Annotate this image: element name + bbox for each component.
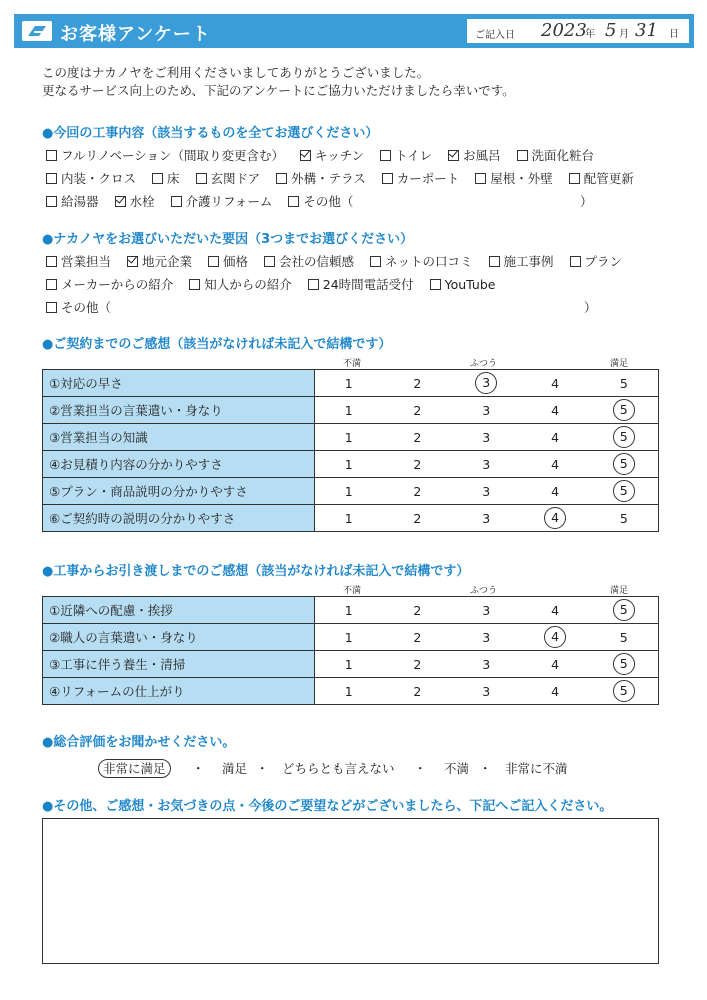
rating-option-3[interactable] [452, 451, 521, 478]
rating-number: 3 [482, 629, 491, 645]
scale-high-label: 満足 [610, 586, 629, 596]
rating-number: 1 [344, 683, 353, 699]
rating-option-3[interactable] [452, 478, 521, 505]
rating-number: 2 [413, 483, 422, 499]
checkbox[interactable] [46, 150, 57, 161]
rating-number: 5 [619, 510, 628, 526]
rating-number: 1 [344, 483, 353, 499]
contract-rating-table [42, 369, 659, 532]
rating-number: 5 [619, 375, 628, 391]
rating-number: 1 [344, 656, 353, 672]
rating-option-2[interactable] [383, 451, 452, 478]
rating-row [43, 597, 659, 624]
option[interactable]: 玄関ドア [196, 169, 261, 187]
rating-option-2[interactable] [383, 678, 452, 705]
rating-number: 3 [482, 483, 491, 499]
rating-number: 2 [413, 510, 422, 526]
option[interactable]: 営業担当 [46, 252, 111, 270]
rating-option-2[interactable] [383, 370, 452, 397]
page-title: お客様アンケート [60, 24, 211, 45]
rating-row [43, 478, 659, 505]
checkbox[interactable] [308, 279, 319, 290]
checkbox[interactable] [115, 196, 126, 207]
option[interactable]: メーカーからの紹介 [46, 275, 173, 293]
rating-option-5[interactable] [590, 624, 659, 651]
option[interactable]: ネットの口コミ [370, 252, 473, 270]
scale-mid-label: ふつう [470, 586, 498, 596]
option[interactable]: お風呂 [448, 146, 501, 164]
month-unit: 月 [619, 29, 629, 40]
rating-number: 1 [344, 429, 353, 445]
rating-option-5[interactable] [590, 451, 659, 478]
rating-option-1[interactable] [314, 451, 383, 478]
rating-option-3[interactable] [452, 424, 521, 451]
scale-low-label: 不満 [343, 359, 362, 369]
overall-option[interactable] [98, 759, 171, 777]
rating-item-label: ⑥ご契約時の説明の分かりやすさ [43, 505, 315, 532]
rating-option-4[interactable] [521, 478, 590, 505]
overall-option-selected: 非常に満足 [98, 759, 171, 778]
rating-item-label: ④リフォームの仕上がり [43, 678, 315, 705]
rating-option-4[interactable] [521, 451, 590, 478]
rating-option-3[interactable] [452, 370, 521, 397]
header-bar [14, 14, 694, 48]
option[interactable]: YouTube [430, 277, 496, 292]
selected-rating: 4 [544, 626, 566, 648]
rating-item-label: ③工事に伴う養生・清掃 [43, 651, 315, 678]
section-comment-title: ●その他、ご感想・お気づきの点・今後のご要望などがございましたら、下記へご記入ください。 [42, 799, 613, 814]
selected-rating: 4 [544, 507, 566, 529]
rating-number: 4 [551, 683, 560, 699]
rating-option-1[interactable] [314, 678, 383, 705]
rating-number: 3 [482, 510, 491, 526]
checkbox[interactable] [46, 196, 57, 207]
selected-rating: 5 [613, 480, 635, 502]
day-value: 31 [635, 20, 658, 41]
rating-option-5[interactable] [590, 678, 659, 705]
rating-option-5[interactable] [590, 478, 659, 505]
q2-row [46, 275, 507, 293]
comment-textarea[interactable] [42, 818, 659, 964]
q1-row [46, 169, 634, 187]
option[interactable]: 水栓 [115, 192, 155, 210]
rating-number: 2 [413, 456, 422, 472]
rating-option-4[interactable] [521, 651, 590, 678]
rating-option-5[interactable] [590, 370, 659, 397]
scale-low-label: 不満 [343, 586, 362, 596]
rating-option-2[interactable] [383, 424, 452, 451]
rating-option-1[interactable] [314, 597, 383, 624]
rating-option-4[interactable] [521, 597, 590, 624]
rating-number: 1 [344, 375, 353, 391]
day-unit: 日 [669, 29, 679, 40]
checkbox[interactable] [46, 256, 57, 267]
rating-number: 4 [551, 456, 560, 472]
option[interactable]: カーポート [382, 169, 460, 187]
rating-number: 2 [413, 375, 422, 391]
checkbox[interactable] [517, 150, 528, 161]
selected-rating: 5 [613, 426, 635, 448]
rating-option-1[interactable] [314, 370, 383, 397]
year-value: 2023 [541, 20, 587, 41]
selected-rating: 5 [613, 653, 635, 675]
rating-option-3[interactable] [452, 651, 521, 678]
rating-item-label: ⑤プラン・商品説明の分かりやすさ [43, 478, 315, 505]
option-separator: ・ [414, 761, 427, 776]
rating-number: 1 [344, 510, 353, 526]
rating-number: 4 [551, 483, 560, 499]
checkbox[interactable] [46, 279, 57, 290]
intro-text [42, 64, 515, 100]
scale-high-label: 満足 [610, 359, 629, 369]
checkbox[interactable] [152, 173, 163, 184]
rating-number: 3 [482, 429, 491, 445]
rating-option-1[interactable] [314, 397, 383, 424]
checkbox[interactable] [430, 279, 441, 290]
rating-row [43, 424, 659, 451]
checkbox[interactable] [569, 173, 580, 184]
section-reason-title: ●ナカノヤをお選びいただいた要因（3つまでお選びください） [42, 232, 414, 247]
checkbox[interactable] [46, 302, 57, 313]
rating-number: 2 [413, 402, 422, 418]
rating-option-3[interactable] [452, 597, 521, 624]
option[interactable]: 洗面化粧台 [517, 146, 595, 164]
rating-number: 4 [551, 656, 560, 672]
rating-option-4[interactable] [521, 678, 590, 705]
rating-option-2[interactable] [383, 505, 452, 532]
option[interactable]: 内装・クロス [46, 169, 136, 187]
rating-number: 1 [344, 402, 353, 418]
rating-option-1[interactable] [314, 651, 383, 678]
intro-line: 更なるサービス向上のため、下記のアンケートにご協力いただけましたら幸いです。 [42, 83, 515, 98]
rating-number: 3 [482, 402, 491, 418]
section-contract-impression-title: ●ご契約までのご感想（該当がなければ未記入で結構です） [42, 337, 392, 352]
option[interactable]: 価格 [208, 252, 248, 270]
rating-number: 4 [551, 402, 560, 418]
checkbox[interactable] [380, 150, 391, 161]
rating-option-4[interactable] [521, 397, 590, 424]
rating-option-3[interactable] [452, 505, 521, 532]
intro-line: この度はナカノヤをご利用くださいましてありがとうございました。 [42, 65, 430, 80]
option[interactable]: その他（ [46, 298, 111, 316]
rating-option-3[interactable] [452, 397, 521, 424]
checkbox[interactable] [288, 196, 299, 207]
rating-option-2[interactable] [383, 624, 452, 651]
rating-number: 4 [551, 602, 560, 618]
rating-number: 1 [344, 629, 353, 645]
rating-item-label: ①近隣への配慮・挨拶 [43, 597, 315, 624]
rating-row [43, 370, 659, 397]
selected-rating: 5 [613, 680, 635, 702]
q2-row [46, 252, 622, 270]
rating-row [43, 651, 659, 678]
option[interactable]: プラン [570, 252, 623, 270]
checkbox[interactable] [208, 256, 219, 267]
option[interactable]: 給湯器 [46, 192, 99, 210]
rating-option-3[interactable] [452, 678, 521, 705]
rating-item-label: ②営業担当の言葉遣い・身なり [43, 397, 315, 424]
month-value: 5 [605, 20, 617, 41]
rating-row [43, 678, 659, 705]
other-close-paren: ） [580, 194, 593, 209]
checkbox[interactable] [127, 256, 138, 267]
company-logo-icon [22, 21, 52, 41]
option[interactable]: トイレ [380, 146, 432, 164]
checkbox[interactable] [300, 150, 311, 161]
rating-option-4[interactable] [521, 424, 590, 451]
rating-option-4[interactable] [521, 624, 590, 651]
option-separator: ・ [192, 761, 205, 776]
rating-option-2[interactable] [383, 651, 452, 678]
selected-rating: 3 [475, 372, 497, 394]
option[interactable]: 24時間電話受付 [308, 275, 414, 293]
checkbox[interactable] [276, 173, 287, 184]
rating-option-1[interactable] [314, 478, 383, 505]
rating-row [43, 451, 659, 478]
checkbox[interactable] [264, 256, 275, 267]
option[interactable]: 地元企業 [127, 252, 192, 270]
q2-row [46, 298, 123, 316]
option[interactable]: 施工事例 [489, 252, 554, 270]
rating-number: 3 [482, 683, 491, 699]
rating-number: 3 [482, 656, 491, 672]
checkbox[interactable] [171, 196, 182, 207]
checkbox[interactable] [475, 173, 486, 184]
rating-option-2[interactable] [383, 597, 452, 624]
rating-number: 3 [482, 456, 491, 472]
rating-option-1[interactable] [314, 624, 383, 651]
rating-option-5[interactable] [590, 505, 659, 532]
other-close-paren: ） [584, 300, 597, 315]
rating-item-label: ④お見積り内容の分かりやすさ [43, 451, 315, 478]
overall-option[interactable]: 不満 [444, 761, 470, 776]
option[interactable]: 床 [152, 169, 180, 187]
option[interactable]: 屋根・外壁 [475, 169, 553, 187]
rating-number: 2 [413, 429, 422, 445]
rating-option-4[interactable] [521, 505, 590, 532]
rating-row [43, 397, 659, 424]
rating-option-5[interactable] [590, 397, 659, 424]
option[interactable]: 介護リフォーム [171, 192, 273, 210]
rating-number: 3 [482, 602, 491, 618]
option[interactable]: その他（ [288, 192, 353, 210]
rating-option-1[interactable] [314, 424, 383, 451]
section-construction-impression-title: ●工事からお引き渡しまでのご感想（該当がなければ未記入で結構です） [42, 564, 470, 579]
scale-mid-label: ふつう [470, 359, 498, 369]
checkbox[interactable] [448, 150, 459, 161]
option-separator: ・ [479, 761, 492, 776]
rating-number: 2 [413, 602, 422, 618]
rating-row [43, 505, 659, 532]
rating-option-2[interactable] [383, 397, 452, 424]
checkbox[interactable] [570, 256, 581, 267]
rating-option-1[interactable] [314, 505, 383, 532]
q1-row [46, 146, 606, 164]
checkbox[interactable] [196, 173, 207, 184]
option[interactable]: フルリノベーション（間取り変更含む） [46, 146, 284, 164]
overall-option[interactable]: どちらとも言えない [282, 761, 395, 776]
date-field[interactable] [466, 18, 690, 44]
rating-option-3[interactable] [452, 624, 521, 651]
rating-number: 1 [344, 456, 353, 472]
rating-option-5[interactable] [590, 424, 659, 451]
rating-number: 2 [413, 656, 422, 672]
rating-option-2[interactable] [383, 478, 452, 505]
year-unit: 年 [585, 29, 595, 40]
option[interactable]: 配管更新 [569, 169, 634, 187]
overall-option[interactable]: 非常に不満 [505, 761, 568, 776]
construction-rating-table [42, 596, 659, 705]
rating-option-5[interactable] [590, 651, 659, 678]
selected-rating: 5 [613, 599, 635, 621]
section-work-content-title: ●今回の工事内容（該当するものを全てお選びください） [42, 126, 379, 141]
option[interactable]: 会社の信頼感 [264, 252, 354, 270]
rating-number: 2 [413, 683, 422, 699]
option[interactable]: キッチン [300, 146, 364, 164]
checkbox[interactable] [189, 279, 200, 290]
rating-number: 4 [551, 429, 560, 445]
rating-item-label: ②職人の言葉遣い・身なり [43, 624, 315, 651]
rating-number: 4 [551, 375, 560, 391]
rating-number: 2 [413, 629, 422, 645]
checkbox[interactable] [382, 173, 393, 184]
overall-option[interactable]: 満足 [222, 761, 248, 776]
selected-rating: 5 [613, 399, 635, 421]
rating-option-5[interactable] [590, 597, 659, 624]
rating-row [43, 624, 659, 651]
checkbox[interactable] [46, 173, 57, 184]
option[interactable]: 外構・テラス [276, 169, 366, 187]
option-separator: ・ [256, 761, 269, 776]
date-label: ご記入日 [475, 30, 515, 41]
checkbox[interactable] [489, 256, 500, 267]
rating-option-4[interactable] [521, 370, 590, 397]
rating-item-label: ①対応の早さ [43, 370, 315, 397]
rating-item-label: ③営業担当の知識 [43, 424, 315, 451]
selected-rating: 5 [613, 453, 635, 475]
rating-number: 5 [619, 629, 628, 645]
checkbox[interactable] [370, 256, 381, 267]
q1-row [46, 192, 365, 210]
option[interactable]: 知人からの紹介 [189, 275, 292, 293]
rating-number: 1 [344, 602, 353, 618]
section-overall-title: ●総合評価をお聞かせください。 [42, 735, 236, 750]
